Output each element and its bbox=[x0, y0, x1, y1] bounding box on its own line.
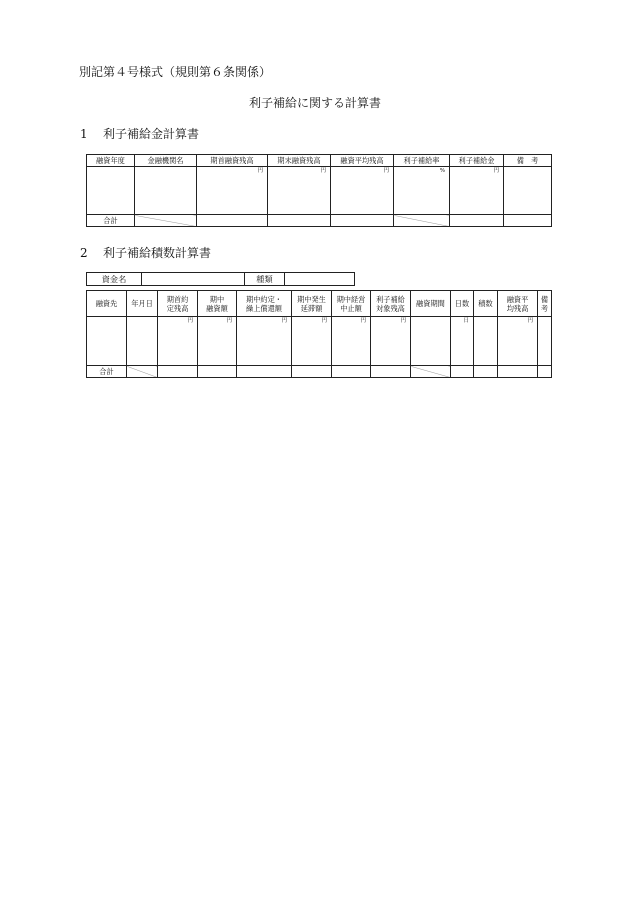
header-date bbox=[127, 291, 158, 317]
total-row bbox=[87, 366, 552, 378]
header-line: 期中約定・ bbox=[246, 294, 282, 304]
header-delinquency bbox=[292, 291, 332, 317]
header-closing-balance: 期末融資残高 bbox=[268, 155, 331, 167]
fund-info-table bbox=[86, 272, 355, 286]
header-loan-period bbox=[411, 291, 451, 317]
header-average-balance: 融資平均残高 bbox=[331, 155, 394, 167]
total-delinquency[interactable] bbox=[292, 366, 332, 378]
cell-opening-balance[interactable]: 円 bbox=[197, 167, 268, 215]
diagonal-cell bbox=[411, 366, 451, 378]
table-row bbox=[87, 167, 552, 215]
header-borrower bbox=[87, 291, 127, 317]
header-suspension bbox=[332, 291, 371, 317]
table-header-row bbox=[87, 155, 552, 167]
section1-title: 利子補給金計算書 bbox=[103, 127, 200, 141]
cell-average-balance[interactable]: 円 bbox=[498, 317, 538, 366]
section1-number: 1 bbox=[80, 127, 88, 141]
header-line: 考 bbox=[540, 303, 549, 313]
diagonal-cell bbox=[394, 215, 450, 227]
product-calculation-table bbox=[86, 290, 552, 378]
total-average-balance[interactable] bbox=[498, 366, 538, 378]
total-eligible-balance[interactable] bbox=[371, 366, 411, 378]
cell-remarks[interactable] bbox=[504, 167, 552, 215]
header-line: 繰上償還額 bbox=[246, 303, 282, 313]
table-row bbox=[87, 317, 552, 366]
total-subsidy-amount[interactable] bbox=[450, 215, 504, 227]
header-line: 期中発生 bbox=[297, 294, 326, 304]
diagonal-cell bbox=[135, 215, 197, 227]
cell-bank-name[interactable] bbox=[135, 167, 197, 215]
cell-borrower[interactable] bbox=[87, 317, 127, 366]
header-loan-amount bbox=[198, 291, 237, 317]
cell-subsidy-amount[interactable]: 円 bbox=[450, 167, 504, 215]
header-line: 対象残高 bbox=[376, 303, 405, 313]
cell-loan-year[interactable] bbox=[87, 167, 135, 215]
total-loan-amount[interactable] bbox=[198, 366, 237, 378]
total-label: 合計 bbox=[87, 366, 127, 378]
header-eligible-balance bbox=[371, 291, 411, 317]
total-closing-balance[interactable] bbox=[268, 215, 331, 227]
total-opening-balance[interactable] bbox=[197, 215, 268, 227]
header-loan-year: 融資年度 bbox=[87, 155, 135, 167]
total-label: 合計 bbox=[87, 215, 135, 227]
section2-title: 利子補給積数計算書 bbox=[103, 246, 212, 260]
cell-opening-balance[interactable]: 円 bbox=[158, 317, 198, 366]
cell-remarks[interactable] bbox=[538, 317, 552, 366]
cell-delinquency[interactable]: 円 bbox=[292, 317, 332, 366]
header-line: 期中経営 bbox=[336, 294, 366, 304]
header-bank-name: 金融機関名 bbox=[135, 155, 197, 167]
total-repayment[interactable] bbox=[237, 366, 292, 378]
total-row bbox=[87, 215, 552, 227]
cell-subsidy-rate[interactable]: % bbox=[394, 167, 450, 215]
document-title: 利子補給に関する計算書 bbox=[248, 96, 381, 110]
type-field[interactable] bbox=[285, 273, 355, 286]
header-line: 期中 bbox=[209, 294, 225, 304]
header-line: 融資先 bbox=[95, 299, 118, 308]
header-line: 均残高 bbox=[506, 303, 529, 313]
header-line: 積数 bbox=[478, 299, 493, 308]
header-line: 定残高 bbox=[166, 303, 189, 313]
header-subsidy-rate: 利子補給率 bbox=[394, 155, 450, 167]
total-days[interactable] bbox=[451, 366, 474, 378]
section2-heading bbox=[80, 244, 211, 261]
interest-subsidy-table bbox=[86, 154, 552, 227]
header-line: 融資額 bbox=[206, 303, 228, 313]
section2-number: 2 bbox=[80, 246, 88, 260]
header-opening-balance: 期首融資残高 bbox=[197, 155, 268, 167]
header-line: 日数 bbox=[454, 299, 470, 308]
header-remarks: 備 考 bbox=[504, 155, 552, 167]
total-remarks[interactable] bbox=[504, 215, 552, 227]
header-line: 備 bbox=[540, 294, 549, 304]
header-subsidy-amount: 利子補給金 bbox=[450, 155, 504, 167]
cell-repayment[interactable]: 円 bbox=[237, 317, 292, 366]
section1-heading bbox=[80, 125, 199, 142]
cell-date[interactable] bbox=[127, 317, 158, 366]
total-average-balance[interactable] bbox=[331, 215, 394, 227]
cell-eligible-balance[interactable]: 円 bbox=[371, 317, 411, 366]
cell-loan-amount[interactable]: 円 bbox=[198, 317, 237, 366]
cell-suspension[interactable]: 円 bbox=[332, 317, 371, 366]
header-remarks bbox=[538, 291, 552, 317]
cell-closing-balance[interactable]: 円 bbox=[268, 167, 331, 215]
total-suspension[interactable] bbox=[332, 366, 371, 378]
cell-product[interactable] bbox=[474, 317, 498, 366]
header-repayment bbox=[237, 291, 292, 317]
header-line: 延滞額 bbox=[300, 303, 323, 313]
diagonal-cell bbox=[127, 366, 158, 378]
header-average-balance bbox=[498, 291, 538, 317]
header-product bbox=[474, 291, 498, 317]
type-label: 種類 bbox=[245, 273, 285, 286]
table-header-row bbox=[87, 291, 552, 317]
fund-name-label: 資金名 bbox=[87, 273, 142, 286]
header-opening-balance bbox=[158, 291, 198, 317]
cell-average-balance[interactable]: 円 bbox=[331, 167, 394, 215]
total-remarks[interactable] bbox=[538, 366, 552, 378]
header-days bbox=[451, 291, 474, 317]
fund-name-field[interactable] bbox=[142, 273, 245, 286]
total-product[interactable] bbox=[474, 366, 498, 378]
header-line: 中止額 bbox=[340, 303, 362, 313]
form-number: 別記第４号様式（規則第６条関係） bbox=[79, 65, 272, 79]
cell-loan-period[interactable] bbox=[411, 317, 451, 366]
header-line: 融資期間 bbox=[416, 299, 445, 308]
header-line: 期首約 bbox=[166, 294, 189, 304]
header-line: 利子補給 bbox=[376, 294, 405, 304]
total-opening-balance[interactable] bbox=[158, 366, 198, 378]
header-line: 年月日 bbox=[131, 299, 153, 308]
cell-days[interactable]: 日 bbox=[451, 317, 474, 366]
header-line: 融資平 bbox=[506, 294, 529, 304]
